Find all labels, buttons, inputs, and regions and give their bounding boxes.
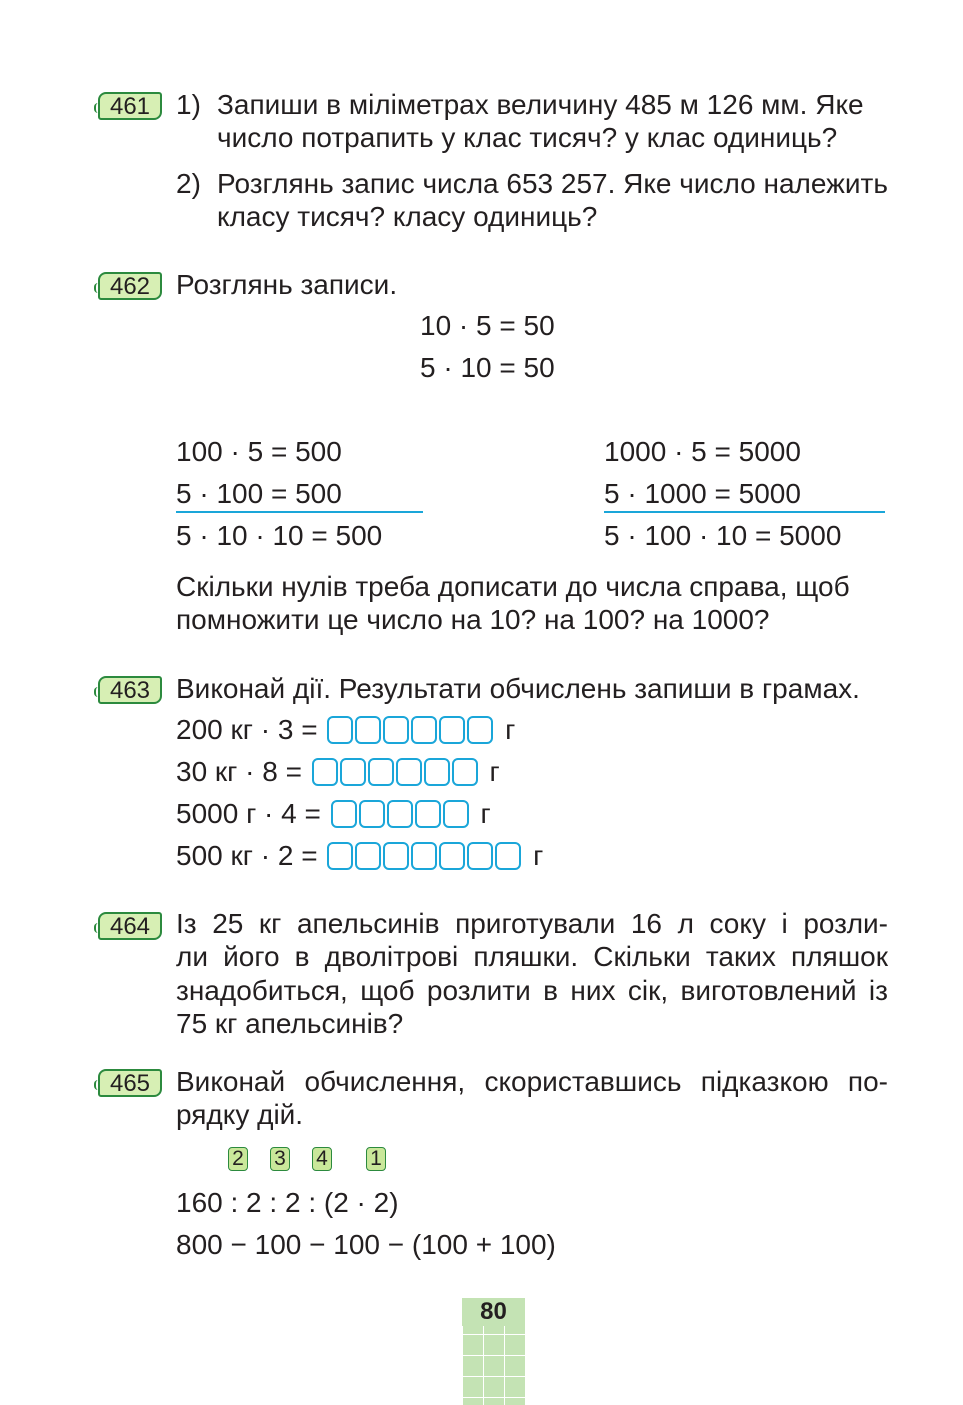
exercise-number-badge: 464 bbox=[98, 912, 162, 940]
exercise-text-line: класу тисяч? класу одиниць? bbox=[217, 201, 598, 232]
answer-cells[interactable] bbox=[331, 800, 471, 828]
exercise-intro: Розглянь записи. bbox=[176, 269, 398, 300]
answer-cell[interactable] bbox=[467, 842, 493, 870]
equation: 5 · 100 = 500 bbox=[176, 478, 342, 509]
order-hint-badge: 3 bbox=[270, 1147, 290, 1171]
answer-row bbox=[176, 755, 500, 789]
question-text-line: Скільки нулів треба дописати до числа справа, щоб bbox=[176, 571, 850, 602]
answer-cell[interactable] bbox=[411, 716, 437, 744]
answer-cell[interactable] bbox=[452, 758, 478, 786]
exercise-intro: Виконай дії. Результати обчислень запиши в грамах. bbox=[176, 673, 860, 704]
answer-cells[interactable] bbox=[327, 842, 523, 870]
unit-label: г bbox=[489, 756, 500, 787]
divider-underline bbox=[176, 511, 423, 513]
answer-cell[interactable] bbox=[368, 758, 394, 786]
expression: 5000 г · 4 = bbox=[176, 798, 321, 829]
expression: 30 кг · 8 = bbox=[176, 756, 302, 787]
answer-cell[interactable] bbox=[355, 716, 381, 744]
exercise-text-line: 75 кг апельсинів? bbox=[176, 1008, 404, 1039]
answer-cells[interactable] bbox=[327, 716, 495, 744]
part-number: 1) bbox=[176, 89, 201, 120]
answer-cell[interactable] bbox=[383, 716, 409, 744]
order-hint-badge: 4 bbox=[312, 1147, 332, 1171]
answer-row bbox=[176, 839, 543, 873]
order-hint-badge: 1 bbox=[366, 1147, 386, 1171]
exercise-text-line: ли його в дволітрові пляшки. Скільки таких пляшок bbox=[176, 941, 888, 972]
exercise-text-line: число потрапить у клас тисяч? у клас одиниць? bbox=[217, 122, 838, 153]
answer-cell[interactable] bbox=[396, 758, 422, 786]
answer-cell[interactable] bbox=[331, 800, 357, 828]
answer-cell[interactable] bbox=[415, 800, 441, 828]
equation: 100 · 5 = 500 bbox=[176, 436, 342, 467]
equation: 5 · 100 · 10 = 5000 bbox=[604, 520, 842, 551]
answer-cell[interactable] bbox=[383, 842, 409, 870]
answer-cell[interactable] bbox=[411, 842, 437, 870]
answer-cell[interactable] bbox=[495, 842, 521, 870]
expression: 200 кг · 3 = bbox=[176, 714, 318, 745]
answer-row bbox=[176, 797, 491, 831]
order-hints bbox=[228, 1147, 408, 1171]
equation: 5 · 1000 = 5000 bbox=[604, 478, 801, 509]
exercise-text-line: Із 25 кг апельсинів приготували 16 л соку і розли- bbox=[176, 908, 888, 939]
question-text-line: помножити це число на 10? на 100? на 1000? bbox=[176, 604, 770, 635]
part-number: 2) bbox=[176, 168, 201, 199]
answer-cell[interactable] bbox=[467, 716, 493, 744]
exercise-text-line: рядку дій. bbox=[176, 1099, 304, 1130]
unit-label: г bbox=[480, 798, 491, 829]
equation: 1000 · 5 = 5000 bbox=[604, 436, 801, 467]
answer-cell[interactable] bbox=[340, 758, 366, 786]
divider-underline bbox=[604, 511, 885, 513]
exercise-text-line: Розглянь запис числа 653 257. Яке число належить bbox=[217, 168, 888, 199]
answer-cell[interactable] bbox=[327, 716, 353, 744]
answer-cell[interactable] bbox=[439, 716, 465, 744]
equation: 5 · 10 = 50 bbox=[420, 352, 555, 383]
expression: 160 : 2 : 2 : (2 · 2) bbox=[176, 1187, 399, 1218]
expression: 500 кг · 2 = bbox=[176, 840, 318, 871]
answer-cell[interactable] bbox=[312, 758, 338, 786]
page-number: 80 bbox=[462, 1298, 525, 1326]
unit-label: г bbox=[533, 840, 544, 871]
equation: 10 · 5 = 50 bbox=[420, 310, 555, 341]
exercise-text-line: знадобиться, щоб розлити в них сік, виготовлений із bbox=[176, 975, 888, 1006]
exercise-text-line: Запиши в міліметрах величину 485 м 126 мм. Яке bbox=[217, 89, 864, 120]
answer-cells[interactable] bbox=[312, 758, 480, 786]
exercise-number-badge: 465 bbox=[98, 1069, 162, 1097]
unit-label: г bbox=[505, 714, 516, 745]
equation: 5 · 10 · 10 = 500 bbox=[176, 520, 383, 551]
exercise-text-line: Виконай обчислення, скориставшись підказкою по- bbox=[176, 1066, 888, 1097]
answer-cell[interactable] bbox=[355, 842, 381, 870]
exercise-number-badge: 461 bbox=[98, 92, 162, 120]
expression: 800 − 100 − 100 − (100 + 100) bbox=[176, 1229, 556, 1260]
answer-cell[interactable] bbox=[359, 800, 385, 828]
answer-cell[interactable] bbox=[327, 842, 353, 870]
answer-cell[interactable] bbox=[424, 758, 450, 786]
exercise-number-badge: 462 bbox=[98, 272, 162, 300]
answer-cell[interactable] bbox=[439, 842, 465, 870]
answer-row bbox=[176, 713, 515, 747]
answer-cell[interactable] bbox=[387, 800, 413, 828]
answer-cell[interactable] bbox=[443, 800, 469, 828]
order-hint-badge: 2 bbox=[228, 1147, 248, 1171]
exercise-number-badge: 463 bbox=[98, 676, 162, 704]
